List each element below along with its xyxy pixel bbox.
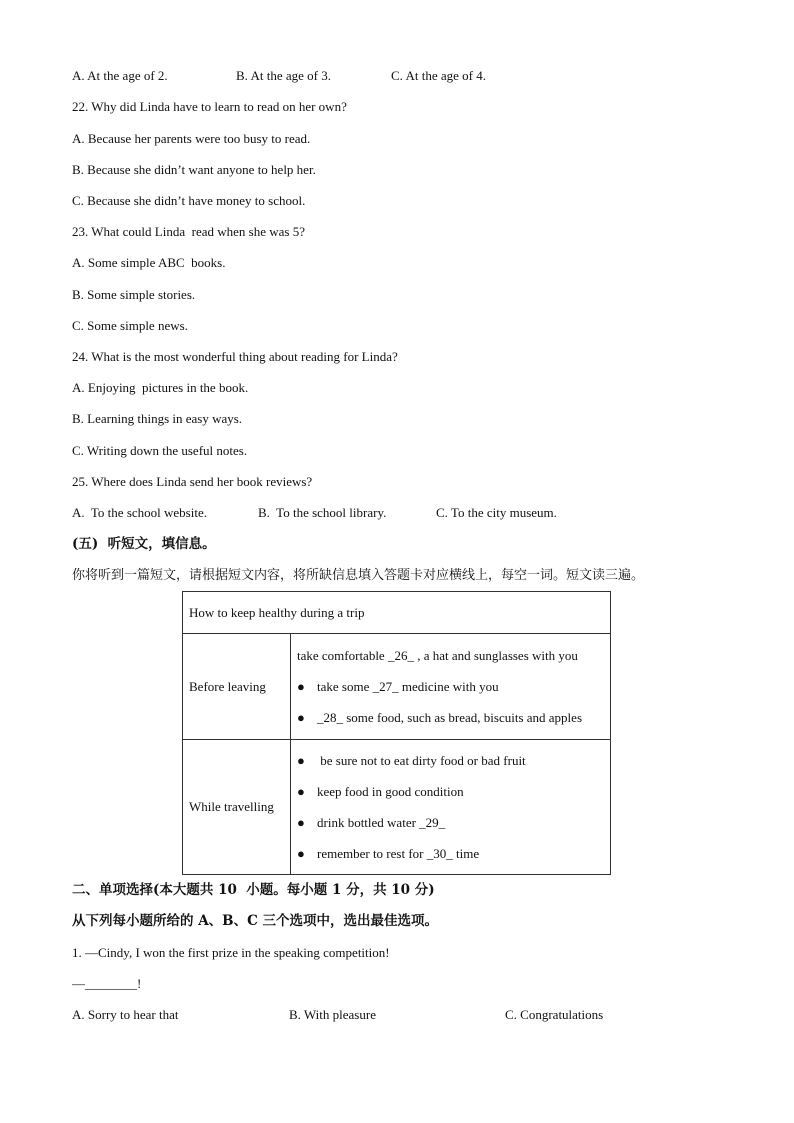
q24-question: 24. What is the most wonderful thing about reading for Linda? [72, 349, 398, 364]
q23-option-c: C. Some simple news. [72, 318, 188, 333]
table-item [297, 776, 604, 807]
table-row-items-before-leaving [291, 634, 611, 740]
q25-option-a: A. To the school website. [72, 505, 207, 520]
info-table [182, 591, 611, 875]
q21-option-b: B. At the age of 3. [236, 68, 331, 83]
q1-option-b: B. With pleasure [289, 1007, 376, 1022]
q1-answer-line: —________! [72, 976, 142, 991]
bullet-icon: ● [297, 679, 305, 694]
table-item [297, 807, 604, 838]
section5-heading: (五) 听短文，填信息。 [72, 536, 216, 552]
q24-option-c: C. Writing down the useful notes. [72, 443, 248, 458]
table-item-text: take some _27_ medicine with you [317, 679, 499, 694]
table-item-text: be sure not to eat dirty food or bad fruit [317, 753, 526, 768]
q24-option-a: A. Enjoying pictures in the book. [72, 380, 249, 395]
table-item-text: remember to rest for _30_ time [317, 846, 480, 861]
q24-option-b: B. Learning things in easy ways. [72, 411, 243, 426]
q22-question: 22. Why did Linda have to learn to read on her own? [72, 99, 347, 114]
table-item [297, 838, 604, 869]
bullet-icon: ● [297, 753, 305, 768]
q25-option-c: C. To the city museum. [436, 505, 557, 520]
part2-heading: 二、单项选择(本大题共 10 小题。每小题 1 分，共 10 分) [72, 882, 435, 898]
q1-option-a: A. Sorry to hear that [72, 1007, 179, 1022]
q1-question: 1. —Cindy, I won the first prize in the speaking competition! [72, 945, 390, 960]
q22-option-c: C. Because she didn’t have money to school. [72, 193, 306, 208]
bullet-icon: ● [297, 710, 305, 725]
table-row-items-while-travelling [291, 740, 611, 875]
table-item-text: keep food in good condition [317, 784, 464, 799]
table-item-text: _28_ some food, such as bread, biscuits and apples [317, 710, 583, 725]
bullet-icon: ● [297, 784, 305, 799]
q22-option-a: A. Because her parents were too busy to read. [72, 131, 311, 146]
q1-option-c: C. Congratulations [505, 1007, 604, 1022]
table-item [297, 702, 604, 733]
q25-option-b: B. To the school library. [258, 505, 387, 520]
bullet-icon: ● [297, 815, 305, 830]
section5-instruction: 你将听到一篇短文，请根据短文内容，将所缺信息填入答题卡对应横线上，每空一词。短文读三遍。 [72, 568, 645, 583]
table-row-label-before-leaving: Before leaving [183, 634, 291, 740]
q21-option-c: C. At the age of 4. [391, 68, 486, 83]
q25-question: 25. Where does Linda send her book reviews? [72, 474, 313, 489]
q23-question: 23. What could Linda read when she was 5? [72, 224, 305, 239]
table-item-text: take comfortable _26_ , a hat and sunglasses with you [297, 648, 578, 663]
bullet-icon: ● [297, 846, 305, 861]
table-item [297, 640, 604, 671]
q23-option-a: A. Some simple ABC books. [72, 255, 226, 270]
q23-option-b: B. Some simple stories. [72, 287, 196, 302]
part2-instruction: 从下列每小题所给的 A、B、C 三个选项中，选出最佳选项。 [72, 913, 439, 929]
q22-option-b: B. Because she didn’t want anyone to help her. [72, 162, 316, 177]
table-item-text: drink bottled water _29_ [317, 815, 446, 830]
table-title: How to keep healthy during a trip [183, 592, 611, 634]
table-item [297, 671, 604, 702]
table-row-label-while-travelling: While travelling [183, 740, 291, 875]
q21-option-a: A. At the age of 2. [72, 68, 168, 83]
table-item [297, 745, 604, 776]
